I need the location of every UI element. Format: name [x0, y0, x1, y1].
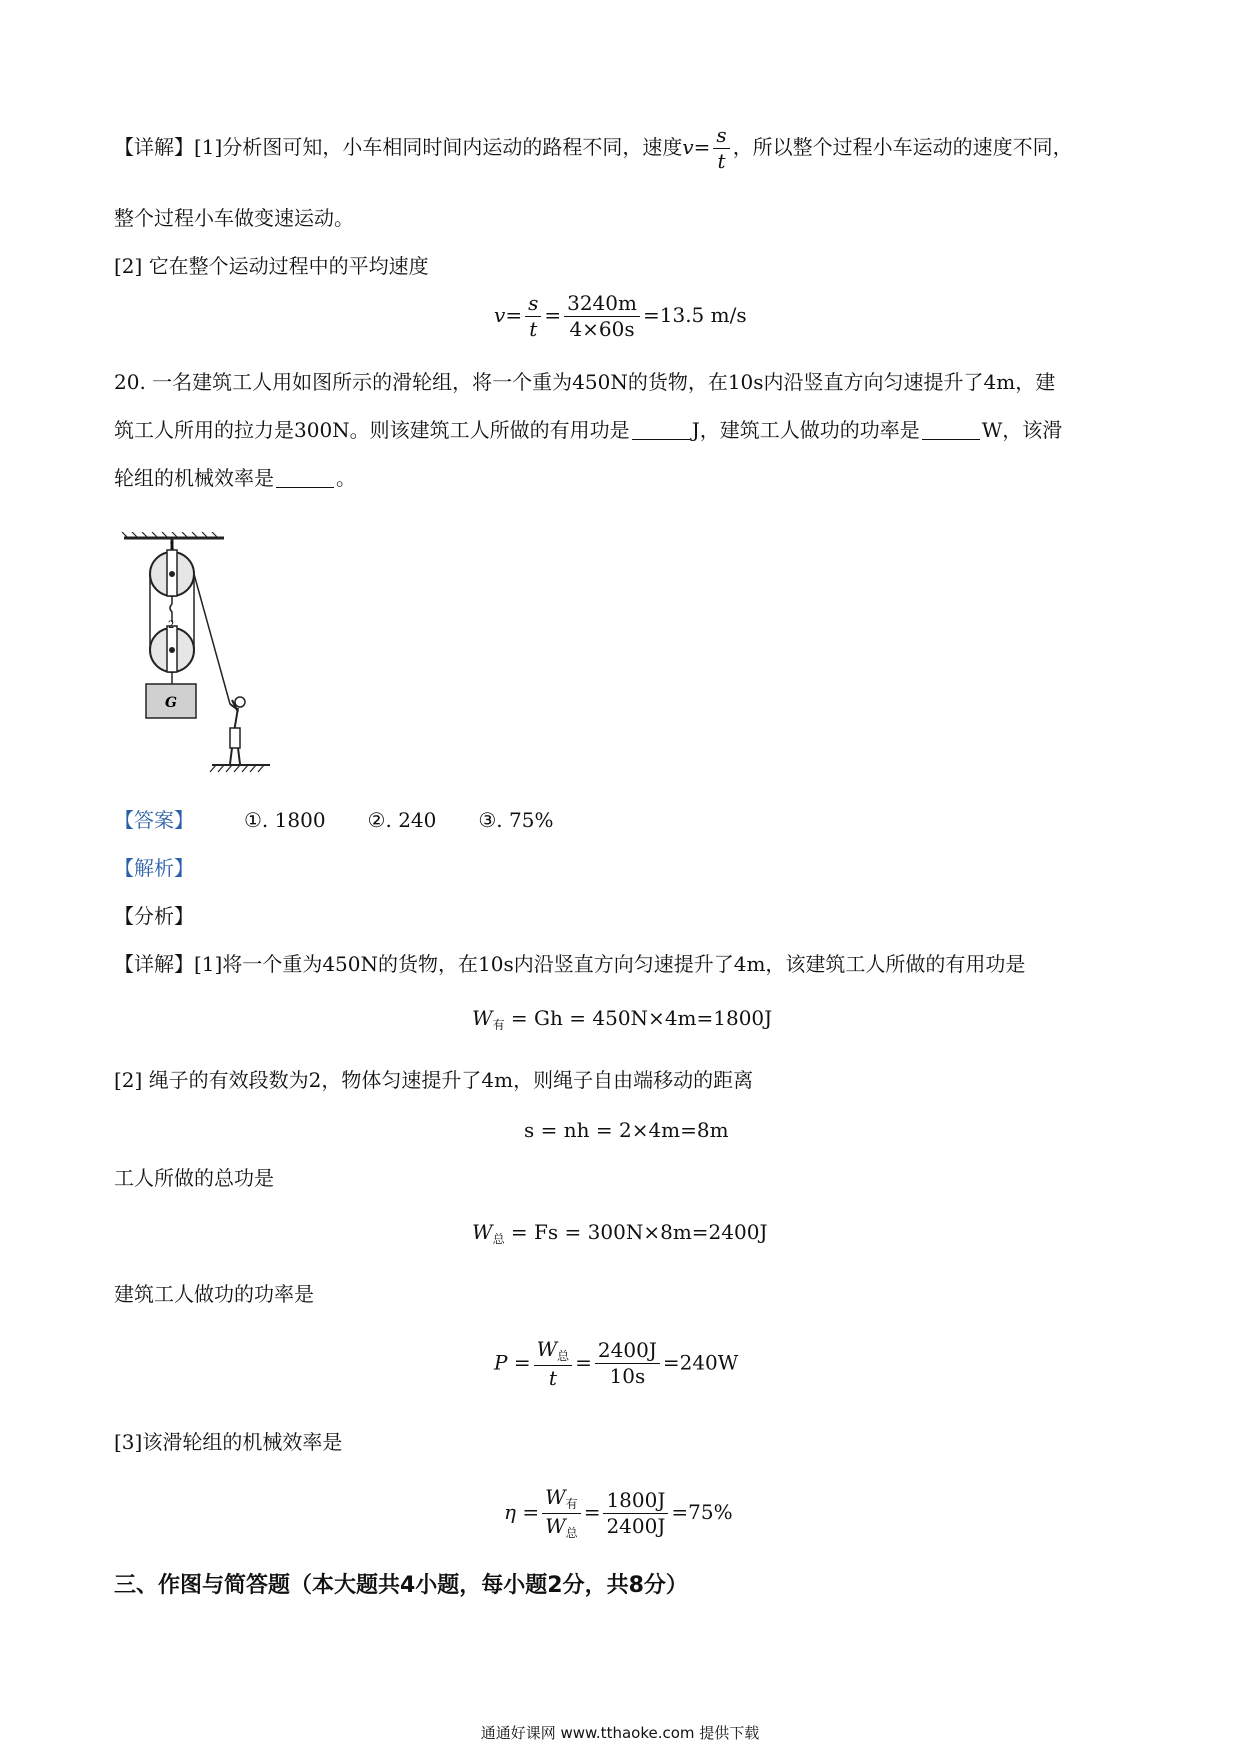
var-v: v — [494, 303, 506, 327]
stem-text: 。 — [336, 466, 356, 490]
answer-1: ①. 1800 — [244, 808, 326, 832]
worker-head — [235, 697, 245, 707]
var-W: W — [472, 1220, 493, 1244]
section3-title: 三、作图与简答题（本大题共4小题，每小题2分，共8分） — [114, 1573, 688, 1598]
fraction-W-over-t — [534, 1338, 573, 1390]
frac-den: 4×60s — [569, 317, 635, 341]
worker-leg-right — [238, 748, 240, 764]
q19-detail1-text: 【详解】[1]分析图可知，小车相同时间内运动的路程不同，速度 — [114, 135, 683, 159]
figure-label-2: 2 — [168, 620, 175, 631]
movable-pulley-axle — [169, 647, 175, 653]
eq-rope-distance: s = nh = 2×4m=8m — [524, 1118, 729, 1142]
eq-useful-work — [472, 1006, 772, 1032]
total-work-label: 工人所做的总功是 — [114, 1166, 274, 1190]
var-P: P = — [494, 1350, 531, 1375]
q19-avg-speed-equation — [494, 292, 747, 341]
subscript: 总 — [565, 1525, 578, 1540]
q20-stem-line1: 20. 一名建筑工人用如图所示的滑轮组，将一个重为450N的货物，在10s内沿竖直方向匀速提升了4m，建 — [114, 370, 1056, 394]
subscript: 有 — [492, 1018, 505, 1032]
answer-blank-2 — [922, 439, 980, 440]
power-result: =240W — [662, 1350, 739, 1375]
q20-stem-line3 — [114, 466, 356, 490]
fraction-s-over-t — [525, 292, 541, 341]
worker-body — [230, 728, 240, 748]
var-W: W — [545, 1485, 566, 1509]
answer-blank-3 — [276, 487, 334, 488]
pulley-system-figure — [120, 532, 280, 780]
q20-stem-line2 — [114, 418, 1062, 442]
eq-power — [494, 1338, 738, 1390]
stem-text: 筑工人所用的拉力是300N。则该建筑工人所做的有用功是 — [114, 418, 630, 442]
worker-leg-left — [230, 748, 232, 764]
q20-detail3: [3]该滑轮组的机械效率是 — [114, 1430, 343, 1454]
fraction-work-over-time — [595, 1339, 660, 1388]
subscript: 有 — [565, 1497, 578, 1511]
stem-text: J，建筑工人做功的功率是 — [691, 418, 920, 442]
fraction-distance-over-time — [564, 292, 640, 341]
rope-free-end — [194, 574, 230, 704]
var-eta: η = — [504, 1499, 540, 1524]
ground-hatch — [210, 765, 264, 772]
answer-2: ②. 240 — [367, 808, 437, 832]
frac-den: 2400J — [606, 1513, 666, 1538]
frac-num: 2400J — [595, 1339, 660, 1364]
jiexi-tag: 【解析】 — [114, 856, 194, 880]
frac-num: s — [713, 124, 729, 149]
q19-detail2: [2] 它在整个运动过程中的平均速度 — [114, 254, 429, 278]
q19-detail1-post: ，所以整个过程小车运动的速度不同， — [732, 135, 1073, 159]
fenxi-tag: 【分析】 — [114, 904, 194, 928]
q20-detail1: 【详解】[1]将一个重为450N的货物，在10s内沿竖直方向匀速提升了4m，该建筑工人所做的有用功是 — [114, 952, 1026, 976]
avg-speed-result: =13.5 m/s — [642, 303, 747, 327]
subscript: 总 — [557, 1349, 570, 1363]
frac-num: 3240m — [564, 292, 640, 317]
fraction-useful-over-total — [542, 1486, 581, 1541]
eq-sign: = — [544, 303, 562, 327]
hook — [170, 596, 172, 622]
power-label: 建筑工人做功的功率是 — [114, 1282, 314, 1306]
frac-den: 10s — [609, 1364, 646, 1389]
answer-3: ③. 75% — [478, 808, 554, 832]
figure-label-G: G — [165, 695, 177, 711]
eq-rest: = Gh = 450N×4m=1800J — [504, 1006, 773, 1030]
frac-num: 1800J — [603, 1489, 668, 1514]
var-W: W — [536, 1337, 558, 1361]
frac-den: t — [548, 1365, 557, 1390]
q19-detail1-line2: 整个过程小车做变速运动。 — [114, 206, 354, 230]
eq-total-work — [472, 1220, 767, 1246]
q20-answer-row — [114, 808, 553, 832]
figure-label-1: 1 — [169, 541, 176, 552]
frac-num: s — [525, 292, 541, 317]
answer-blank-1 — [632, 439, 690, 440]
var-W: W — [545, 1513, 566, 1538]
eq-sign: = — [693, 135, 711, 159]
fraction-s-over-t — [713, 124, 729, 173]
subscript: 总 — [492, 1232, 505, 1246]
eq-sign: = — [505, 303, 523, 327]
efficiency-result: =75% — [671, 1499, 733, 1524]
stem-text: W，该滑 — [981, 418, 1063, 442]
q20-detail2: [2] 绳子的有效段数为2，物体匀速提升了4m，则绳子自由端移动的距离 — [114, 1068, 754, 1092]
var-W: W — [472, 1006, 493, 1030]
q19-detail1 — [114, 124, 1073, 173]
eq-efficiency — [504, 1486, 733, 1541]
var-v: v — [682, 135, 694, 159]
page-footer: 通通好课网 www.tthaoke.com 提供下载 — [480, 1724, 760, 1742]
stem-text: 轮组的机械效率是 — [114, 466, 274, 490]
fixed-pulley-axle — [169, 571, 175, 577]
frac-den: t — [529, 317, 538, 341]
fraction-values — [603, 1489, 668, 1538]
eq-sign: = — [583, 1499, 601, 1524]
eq-sign: = — [575, 1350, 592, 1375]
eq-rest: = Fs = 300N×8m=2400J — [504, 1220, 768, 1244]
answer-tag: 【答案】 — [114, 808, 194, 832]
frac-den: t — [717, 149, 726, 173]
